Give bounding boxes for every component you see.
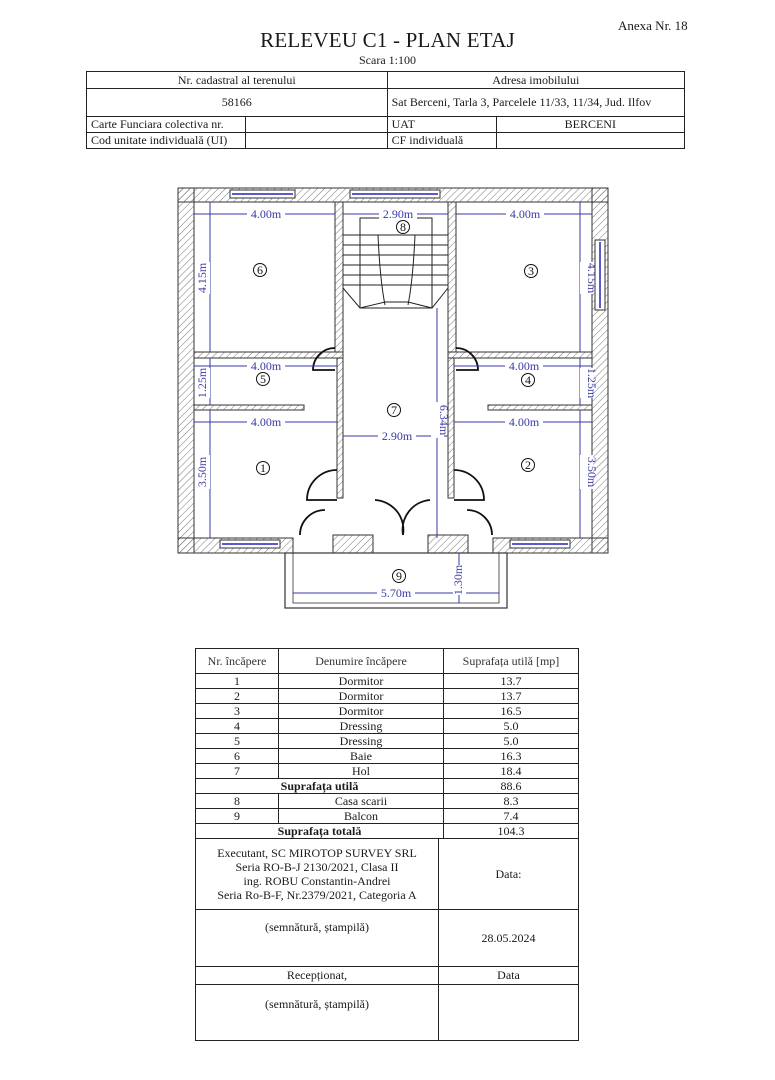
cf-colectiva-label: Carte Funciara colectiva nr. bbox=[87, 117, 246, 133]
cell-nr: 5 bbox=[196, 734, 279, 749]
cell-area: 18.4 bbox=[444, 764, 579, 779]
cell-nr: 7 bbox=[196, 764, 279, 779]
dim-room7-length: 6.34m bbox=[437, 404, 451, 436]
cell-area: 13.7 bbox=[444, 689, 579, 704]
cell-area: 5.0 bbox=[444, 734, 579, 749]
cell-nr: 9 bbox=[196, 809, 279, 824]
walls bbox=[178, 188, 608, 553]
dim-room3-height: 4.15m bbox=[585, 262, 599, 294]
room-marker-1: 1 bbox=[260, 461, 266, 475]
cadastral-label: Nr. cadastral al terenului bbox=[87, 72, 388, 89]
received-date-label: Data bbox=[439, 967, 579, 985]
room-markers bbox=[254, 220, 538, 583]
cell-name: Dressing bbox=[279, 719, 444, 734]
cell-name: Baie bbox=[279, 749, 444, 764]
property-info-table bbox=[86, 71, 685, 149]
uat-value: BERCENI bbox=[496, 117, 684, 133]
cell-nr: 2 bbox=[196, 689, 279, 704]
floor-plan-drawing bbox=[170, 180, 620, 610]
uat-label: UAT bbox=[387, 117, 496, 133]
ui-value bbox=[246, 133, 388, 149]
col-header-nr: Nr. încăpere bbox=[196, 649, 279, 674]
dim-room4-height: 1.25m bbox=[585, 367, 599, 399]
cell-name: Dormitor bbox=[279, 689, 444, 704]
cell-nr: 4 bbox=[196, 719, 279, 734]
table-row bbox=[196, 674, 579, 689]
signature-table bbox=[195, 838, 579, 1041]
total-area-row bbox=[196, 824, 579, 839]
cell-area: 7.4 bbox=[444, 809, 579, 824]
room-marker-3: 3 bbox=[528, 264, 534, 278]
cell-area: 8.3 bbox=[444, 794, 579, 809]
total-area-value: 104.3 bbox=[444, 824, 579, 839]
dim-room1-height: 3.50m bbox=[195, 456, 209, 488]
table-row bbox=[196, 809, 579, 824]
received-label: Recepționat, bbox=[196, 967, 439, 985]
total-area-label: Suprafața totală bbox=[196, 824, 444, 839]
table-row bbox=[196, 719, 579, 734]
cadastral-value: 58166 bbox=[87, 89, 388, 117]
col-header-name: Denumire încăpere bbox=[279, 649, 444, 674]
executant-signature-label: (semnătură, ștampilă) bbox=[196, 910, 439, 967]
dim-room6-height: 4.15m bbox=[195, 262, 209, 294]
date-label: Data: bbox=[439, 839, 579, 910]
dim-room9-depth: 1.30m bbox=[451, 564, 465, 596]
cell-name: Hol bbox=[279, 764, 444, 779]
room-marker-2: 2 bbox=[525, 458, 531, 472]
cell-name: Casa scarii bbox=[279, 794, 444, 809]
dim-room8-width: 2.90m bbox=[382, 207, 414, 221]
executant-line-3: ing. ROBU Constantin-Andrei bbox=[243, 874, 391, 888]
table-row bbox=[196, 734, 579, 749]
room-marker-7: 7 bbox=[391, 403, 397, 417]
dim-room4-width: 4.00m bbox=[508, 359, 540, 373]
address-label: Adresa imobilului bbox=[387, 72, 684, 89]
dim-room5-height: 1.25m bbox=[195, 367, 209, 399]
cell-area: 16.5 bbox=[444, 704, 579, 719]
cell-area: 5.0 bbox=[444, 719, 579, 734]
cf-colectiva-value bbox=[246, 117, 388, 133]
cf-individuala-label: CF individuală bbox=[387, 133, 496, 149]
useful-area-value: 88.6 bbox=[444, 779, 579, 794]
room-marker-6: 6 bbox=[257, 263, 263, 277]
ui-label: Cod unitate individuală (UI) bbox=[87, 133, 246, 149]
table-row bbox=[196, 704, 579, 719]
executant-line-1: Executant, SC MIROTOP SURVEY SRL bbox=[217, 846, 417, 860]
cell-name: Dressing bbox=[279, 734, 444, 749]
cell-area: 13.7 bbox=[444, 674, 579, 689]
room-marker-9: 9 bbox=[396, 569, 402, 583]
table-row bbox=[196, 689, 579, 704]
dim-room2-height: 3.50m bbox=[585, 456, 599, 488]
cell-nr: 3 bbox=[196, 704, 279, 719]
cell-name: Balcon bbox=[279, 809, 444, 824]
address-value: Sat Berceni, Tarla 3, Parcelele 11/33, 11/34, Jud. Ilfov bbox=[387, 89, 684, 117]
room-marker-4: 4 bbox=[525, 373, 531, 387]
cell-area: 16.3 bbox=[444, 749, 579, 764]
dim-room9-width: 5.70m bbox=[380, 586, 412, 600]
useful-area-label: Suprafața utilă bbox=[196, 779, 444, 794]
room-marker-5: 5 bbox=[260, 372, 266, 386]
dim-room1-width: 4.00m bbox=[250, 415, 282, 429]
cell-nr: 1 bbox=[196, 674, 279, 689]
date-value: 28.05.2024 bbox=[439, 910, 579, 967]
scale-label: Scara 1:100 bbox=[359, 53, 416, 67]
cell-name: Dormitor bbox=[279, 674, 444, 689]
dim-room3-width: 4.00m bbox=[509, 207, 541, 221]
page-title: RELEVEU C1 - PLAN ETAJ bbox=[260, 28, 515, 52]
table-row bbox=[196, 794, 579, 809]
received-date-value bbox=[439, 985, 579, 1041]
cell-nr: 6 bbox=[196, 749, 279, 764]
dim-room7-width: 2.90m bbox=[381, 429, 413, 443]
dim-room2-width: 4.00m bbox=[508, 415, 540, 429]
useful-area-row bbox=[196, 779, 579, 794]
dim-room5-width: 4.00m bbox=[250, 359, 282, 373]
annex-number: Anexa Nr. 18 bbox=[618, 18, 688, 33]
executant-line-4: Seria Ro-B-F, Nr.2379/2021, Categoria A bbox=[217, 888, 417, 902]
received-signature-label: (semnătură, ștampilă) bbox=[196, 985, 439, 1041]
table-row bbox=[196, 764, 579, 779]
cf-individuala-value bbox=[496, 133, 684, 149]
room-marker-8: 8 bbox=[400, 220, 406, 234]
cell-nr: 8 bbox=[196, 794, 279, 809]
executant-line-2: Seria RO-B-J 2130/2021, Clasa II bbox=[235, 860, 399, 874]
staircase bbox=[343, 218, 448, 308]
cell-name: Dormitor bbox=[279, 704, 444, 719]
col-header-area: Suprafața utilă [mp] bbox=[444, 649, 579, 674]
dim-room6-width: 4.00m bbox=[250, 207, 282, 221]
rooms-area-table bbox=[195, 648, 579, 839]
table-row bbox=[196, 749, 579, 764]
